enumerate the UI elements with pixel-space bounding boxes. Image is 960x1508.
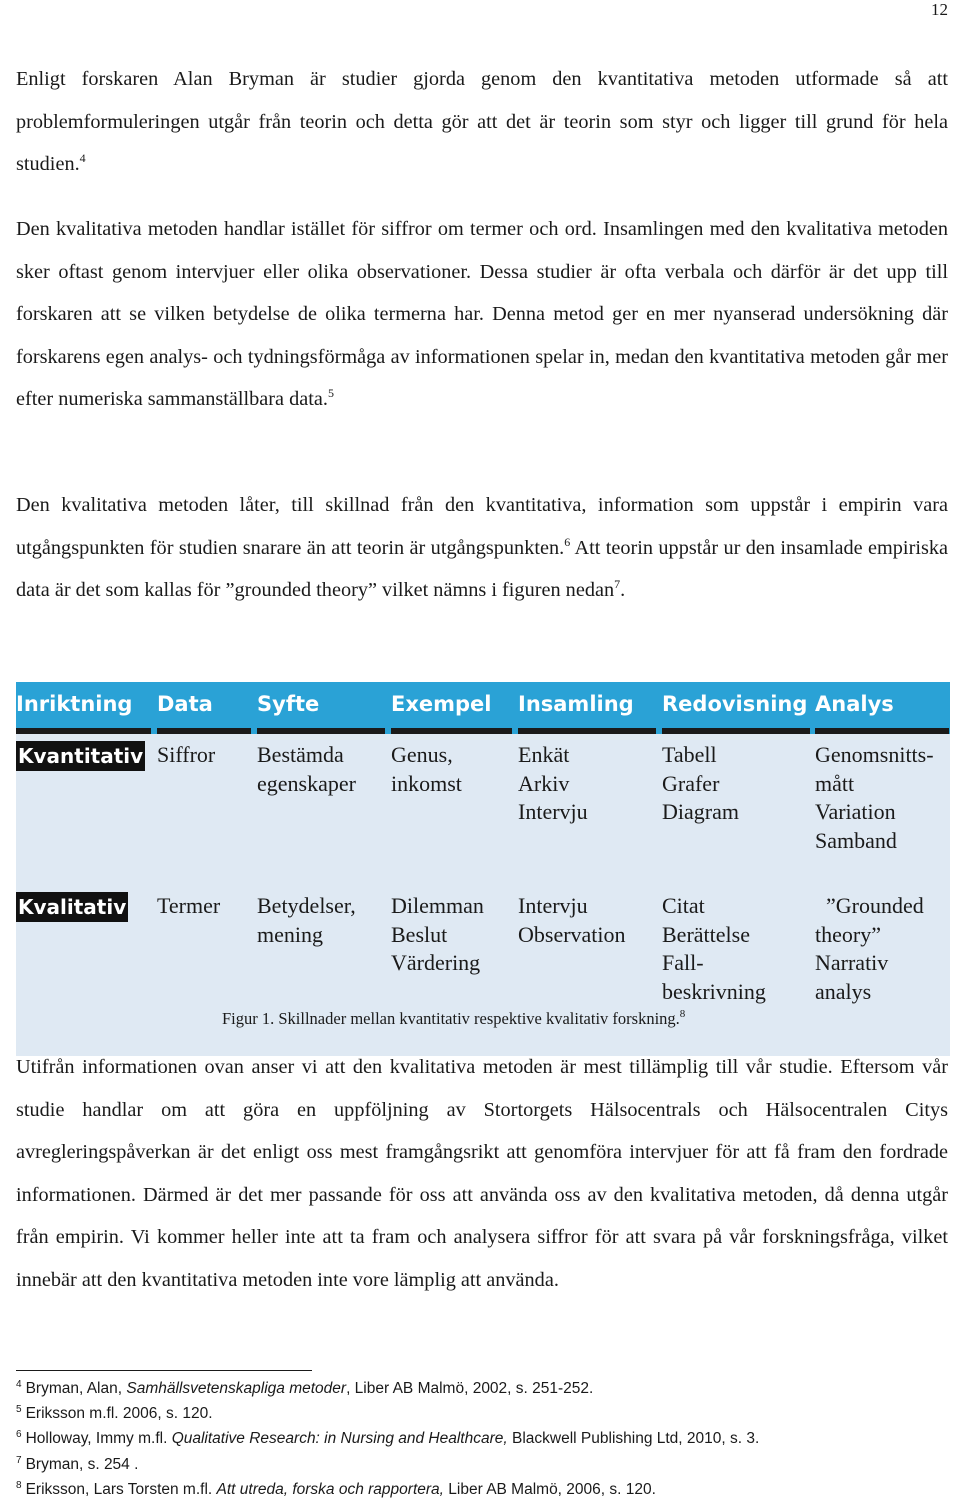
row-label-kvalitativ: Kvalitativ — [16, 892, 128, 922]
cell-line: mått — [815, 770, 855, 796]
footnote-text — [26, 1481, 656, 1498]
header-syfte: Syfte — [257, 682, 385, 734]
table-cell — [257, 741, 356, 798]
cell-line: Genus, — [391, 742, 453, 767]
italic-title: Att utreda, forska och rapportera, — [216, 1480, 444, 1498]
text-run: Blackwell Publishing Ltd, 2010, s. 3. — [507, 1430, 760, 1448]
text-run: Enligt forskaren Alan Bryman är studier gjorda genom den kvantitativa metoden utformade så att problemformuleringen utgår från teorin och detta gör att det är teorin som styr och ligger till grund för hela studien. — [16, 68, 948, 175]
text-run: Eriksson m.fl. 2006, s. 120. — [25, 1405, 213, 1423]
footnote-number: 4 — [16, 1379, 22, 1390]
text-run: , Liber AB Malmö, 2002, s. 251-252. — [346, 1380, 594, 1397]
cell-line: Termer — [157, 893, 221, 918]
text-run: Bryman, Alan, — [25, 1380, 127, 1397]
text-run: Eriksson, Lars Torsten m.fl. — [25, 1480, 217, 1498]
footnote-text — [26, 1380, 594, 1397]
cell-line: Genomsnitts- — [815, 742, 934, 767]
figure-caption-text: Figur 1. Skillnader mellan kvantitativ respektive kvalitativ forskning. — [222, 1009, 680, 1028]
footnote-5 — [16, 1401, 946, 1426]
cell-line: Intervju — [518, 893, 588, 918]
footnotes — [16, 1376, 946, 1502]
cell-line: inkomst — [391, 770, 462, 796]
footnote-8 — [16, 1477, 946, 1502]
text-run: Att teorin uppstår ur den insamlade empiriska data är det som kallas för ”grounded theory” vilket nämns i figuren nedan — [16, 536, 948, 601]
table-cell — [157, 892, 220, 921]
footnote-7 — [16, 1452, 946, 1477]
footnote-divider — [16, 1370, 312, 1371]
italic-title: Samhällsvetenskapliga metoder — [126, 1380, 347, 1397]
footnote-4 — [16, 1376, 946, 1401]
table-cell — [391, 741, 462, 798]
footnote-ref: 6 — [564, 534, 571, 549]
cell-line: Betydelser, — [257, 893, 356, 918]
text-run: Holloway, Immy m.fl. — [25, 1430, 172, 1448]
table-cell — [518, 741, 588, 827]
footnote-number: 5 — [16, 1404, 22, 1416]
cell-line: Variation — [815, 799, 896, 824]
cell-line: Berättelse — [662, 921, 750, 947]
page-number: 12 — [931, 0, 948, 19]
footnote-text — [26, 1405, 213, 1422]
header-redovisning: Redovisning — [662, 682, 810, 734]
cell-line: Arkiv — [518, 770, 570, 796]
cell-line: mening — [257, 921, 323, 947]
footnote-text — [26, 1456, 139, 1473]
cell-line: Bestämda — [257, 742, 344, 767]
footnote-ref: 5 — [327, 386, 334, 400]
cell-line: Fall- — [662, 950, 704, 975]
header-analys: Analys — [815, 682, 949, 734]
table-cell — [391, 892, 484, 978]
cell-line: Beslut — [391, 921, 448, 947]
cell-line: analys — [815, 978, 872, 1004]
table-cell — [662, 892, 766, 1006]
cell-line: Intervju — [518, 799, 588, 824]
row-label-kvantitativ: Kvantitativ — [16, 741, 145, 771]
cell-line: ”Grounded — [815, 893, 924, 918]
text-run: Den kvalitativa metoden handlar istället för siffror om termer och ord. Insamlingen med den kvalitativa metoden sker oftast genom intervjuer eller olika observationer. Dessa studier är ofta verbala och därför är det upp till forskaren att se vilken betydelse de olika termerna har. Denna metod ger en mer nyanserad undersökning där forskarens egen analys- och tydningsförmåga av informationen spelar in, medan den kvantitativa metoden går mer efter numeriska sammanställbara data. — [16, 218, 948, 410]
cell-line: Citat — [662, 893, 705, 918]
header-exempel: Exempel — [391, 682, 512, 734]
table-cell — [157, 741, 215, 770]
table-cell — [815, 892, 924, 1006]
text-run: Liber AB Malmö, 2006, s. 120. — [443, 1480, 656, 1498]
header-data: Data — [157, 682, 251, 734]
paragraph-1 — [16, 58, 948, 186]
text-run: . — [620, 579, 626, 601]
header-inriktning: Inriktning — [16, 682, 151, 734]
header-insamling: Insamling — [518, 682, 656, 734]
paragraph-4 — [16, 1046, 948, 1301]
cell-line: Tabell — [662, 742, 717, 767]
footnote-ref: 4 — [79, 151, 86, 165]
cell-line: Grafer — [662, 770, 720, 796]
footnote-ref: 7 — [614, 577, 621, 591]
cell-line: egenskaper — [257, 770, 356, 796]
cell-line: Enkät — [518, 742, 570, 767]
footnote-6 — [16, 1426, 946, 1451]
footnote-text — [26, 1430, 760, 1447]
cell-line: Dilemman — [391, 893, 484, 918]
cell-line: beskrivning — [662, 978, 766, 1004]
table-cell — [518, 892, 626, 949]
text-run: Den kvalitativa metoden låter, till skillnad från den kvantitativa, information som uppstår i empirin vara utgångspunkten för studien snarare än att teorin är utgångspunkten. — [16, 494, 948, 559]
cell-line: Siffror — [157, 742, 216, 767]
table-cell — [815, 741, 934, 855]
cell-line: Samband — [815, 827, 897, 853]
paragraph-2 — [16, 208, 948, 421]
cell-line: Diagram — [662, 799, 739, 824]
footnote-number: 7 — [16, 1454, 22, 1466]
paragraph-3 — [16, 484, 948, 612]
cell-line: Narrativ — [815, 950, 889, 975]
footnote-number: 8 — [16, 1479, 22, 1491]
italic-title: Qualitative Research: in Nursing and Healthcare, — [171, 1430, 508, 1448]
table-cell — [257, 892, 356, 949]
footnote-number: 6 — [16, 1429, 22, 1441]
table-cell — [662, 741, 739, 827]
figure-caption — [222, 1008, 685, 1030]
cell-line: theory” — [815, 921, 881, 947]
cell-line: Värdering — [391, 950, 481, 975]
text-run: Bryman, s. 254 . — [25, 1455, 139, 1473]
cell-line: Observation — [518, 921, 626, 947]
text-run: Utifrån informationen ovan anser vi att den kvalitativa metoden är mest tillämplig till vår studie. Eftersom vår studie handlar om att göra en uppföljning av Stortorgets Hälsocentrals och Hälsocentralen Citys avregleringspåverkan är det enligt oss mest framgångsrikt att genomföra intervjuer för att få fram den fordrade informationen. Därmed är det mer passande för oss att använda oss av den kvalitativa metoden, då denna utgår från empirin. Vi kommer heller inte att ta fram och analysera siffror för att svara på vår forskningsfråga, vilket innebär att den kvantitativa metoden inte vore lämplig att använda. — [16, 1056, 948, 1291]
figure-caption-footnote-ref: 8 — [679, 1008, 686, 1020]
